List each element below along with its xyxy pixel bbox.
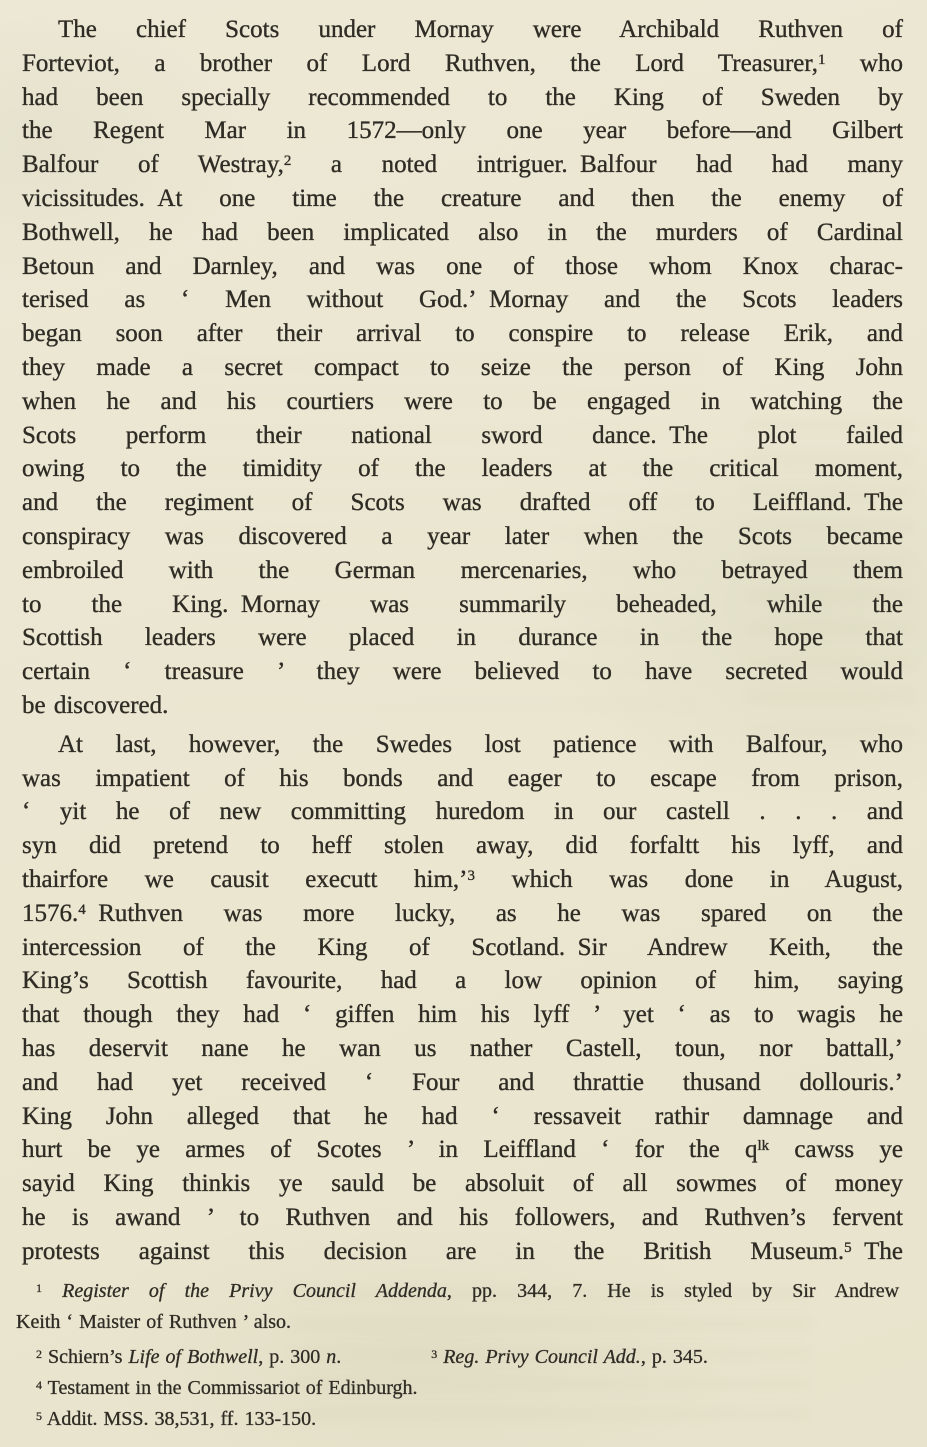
text-line: Balfour of Westray,$^2$ a noted intriguer. Balfour had had many — [22, 151, 904, 179]
text-line: Forteviot, a brother of Lord Ruthven, the Lord Treasurer,$^1$ who — [22, 49, 903, 77]
body-text — [22, 13, 903, 1268]
text-line: embroiled with the German mercenaries, who betrayed them — [22, 556, 903, 584]
text-line: began soon after their arrival to conspire to release Erik, and — [22, 320, 903, 348]
text-line: terised as ‘ Men without God.’ Mornay and the Scots leaders — [22, 286, 903, 314]
footnote-line: $^1$ Register of the Privy Council Addenda, pp. 344, 7. He is styled by Sir Andrew — [36, 1280, 900, 1302]
text-line: he is awand ’ to Ruthven and his followers, and Ruthven’s fervent — [22, 1203, 903, 1231]
text-line: owing to the timidity of the leaders at the critical moment, — [22, 455, 903, 483]
text-line: thairfore we causit executt him,’$^3$ which was done in August, — [22, 865, 903, 893]
text-line: Scottish leaders were placed in durance in the hope that — [22, 624, 903, 652]
text-line: that though they had ‘ giffen him his lyff ’ yet ‘ as to wagis he — [22, 1001, 903, 1029]
text-line: was impatient of his bonds and eager to escape from prison, — [22, 764, 903, 792]
text-line: and the regiment of Scots was drafted off to Leiffland. The — [22, 489, 903, 517]
text-line: conspiracy was discovered a year later when the Scots became — [22, 522, 903, 550]
text-line: At last, however, the Swedes lost patience with Balfour, who — [58, 730, 903, 758]
text-line: vicissitudes. At one time the creature and then the enemy of — [22, 184, 903, 212]
text-line: sayid King thinkis ye sauld be absoluit of all sowmes of money — [22, 1170, 903, 1198]
text-line: they made a secret compact to seize the person of King John — [22, 353, 903, 381]
text-line: King John alleged that he had ‘ ressaveit rathir damnage and — [22, 1102, 903, 1130]
text-line: Bothwell, he had been implicated also in the murders of Cardinal — [22, 218, 903, 246]
text-line: protests against this decision are in the British Museum.$^5$ The — [22, 1237, 903, 1265]
text-line: when he and his courtiers were to be engaged in watching the — [22, 387, 903, 415]
text-line: King’s Scottish favourite, had a low opinion of him, saying — [22, 967, 903, 995]
text-line: hurt be ye armes of Scotes ’ in Leiffland ‘ for the $q^{lk}$ cawss ye — [22, 1136, 903, 1164]
text-line: be discovered. — [22, 691, 169, 719]
text-line: to the King. Mornay was summarily beheaded, while the — [22, 590, 903, 618]
text-line: the Regent Mar in 1572—only one year before—and Gilbert — [22, 117, 903, 145]
text-line: has deservit nane he wan us nather Castell, toun, nor battall,’ — [22, 1034, 903, 1062]
text-line: syn did pretend to heff stolen away, did forfaltt his lyff, and — [22, 832, 903, 860]
paragraph-2 — [22, 728, 903, 1269]
text-line: and had yet received ‘ Four and thrattie thusand dollouris.’ — [22, 1068, 903, 1096]
footnote-line: $^5$ Addit. MSS. 38,531, ff. 133-150. — [36, 1408, 317, 1430]
footnote-line: Keith ‘ Maister of Ruthven ’ also. — [16, 1311, 292, 1333]
footnote-line: $^4$ Testament in the Commissariot of Edinburgh. — [36, 1377, 418, 1399]
text-line: The chief Scots under Mornay were Archibald Ruthven of — [58, 16, 903, 43]
footnote-line: $^2$ Schiern’s Life of Bothwell, p. 300 n. $^3$ Reg. Privy Council Add., p. 345. — [36, 1346, 708, 1368]
text-line: certain ‘ treasure ’ they were believed to have secreted would — [22, 658, 903, 686]
paragraph-1 — [22, 13, 903, 723]
text-line: intercession of the King of Scotland. Sir Andrew Keith, the — [22, 933, 903, 961]
footnotes — [16, 1276, 899, 1435]
text-line: had been specially recommended to the King of Sweden by — [22, 83, 903, 111]
text-line: Betoun and Darnley, and was one of those whom Knox charac- — [22, 252, 903, 280]
text-line: ‘ yit he of new committing huredom in our castell . . . and — [22, 798, 903, 826]
text-line: Scots perform their national sword dance. The plot failed — [22, 421, 903, 449]
text-line: 1576.$^4$ Ruthven was more lucky, as he was spared on the — [22, 899, 903, 927]
